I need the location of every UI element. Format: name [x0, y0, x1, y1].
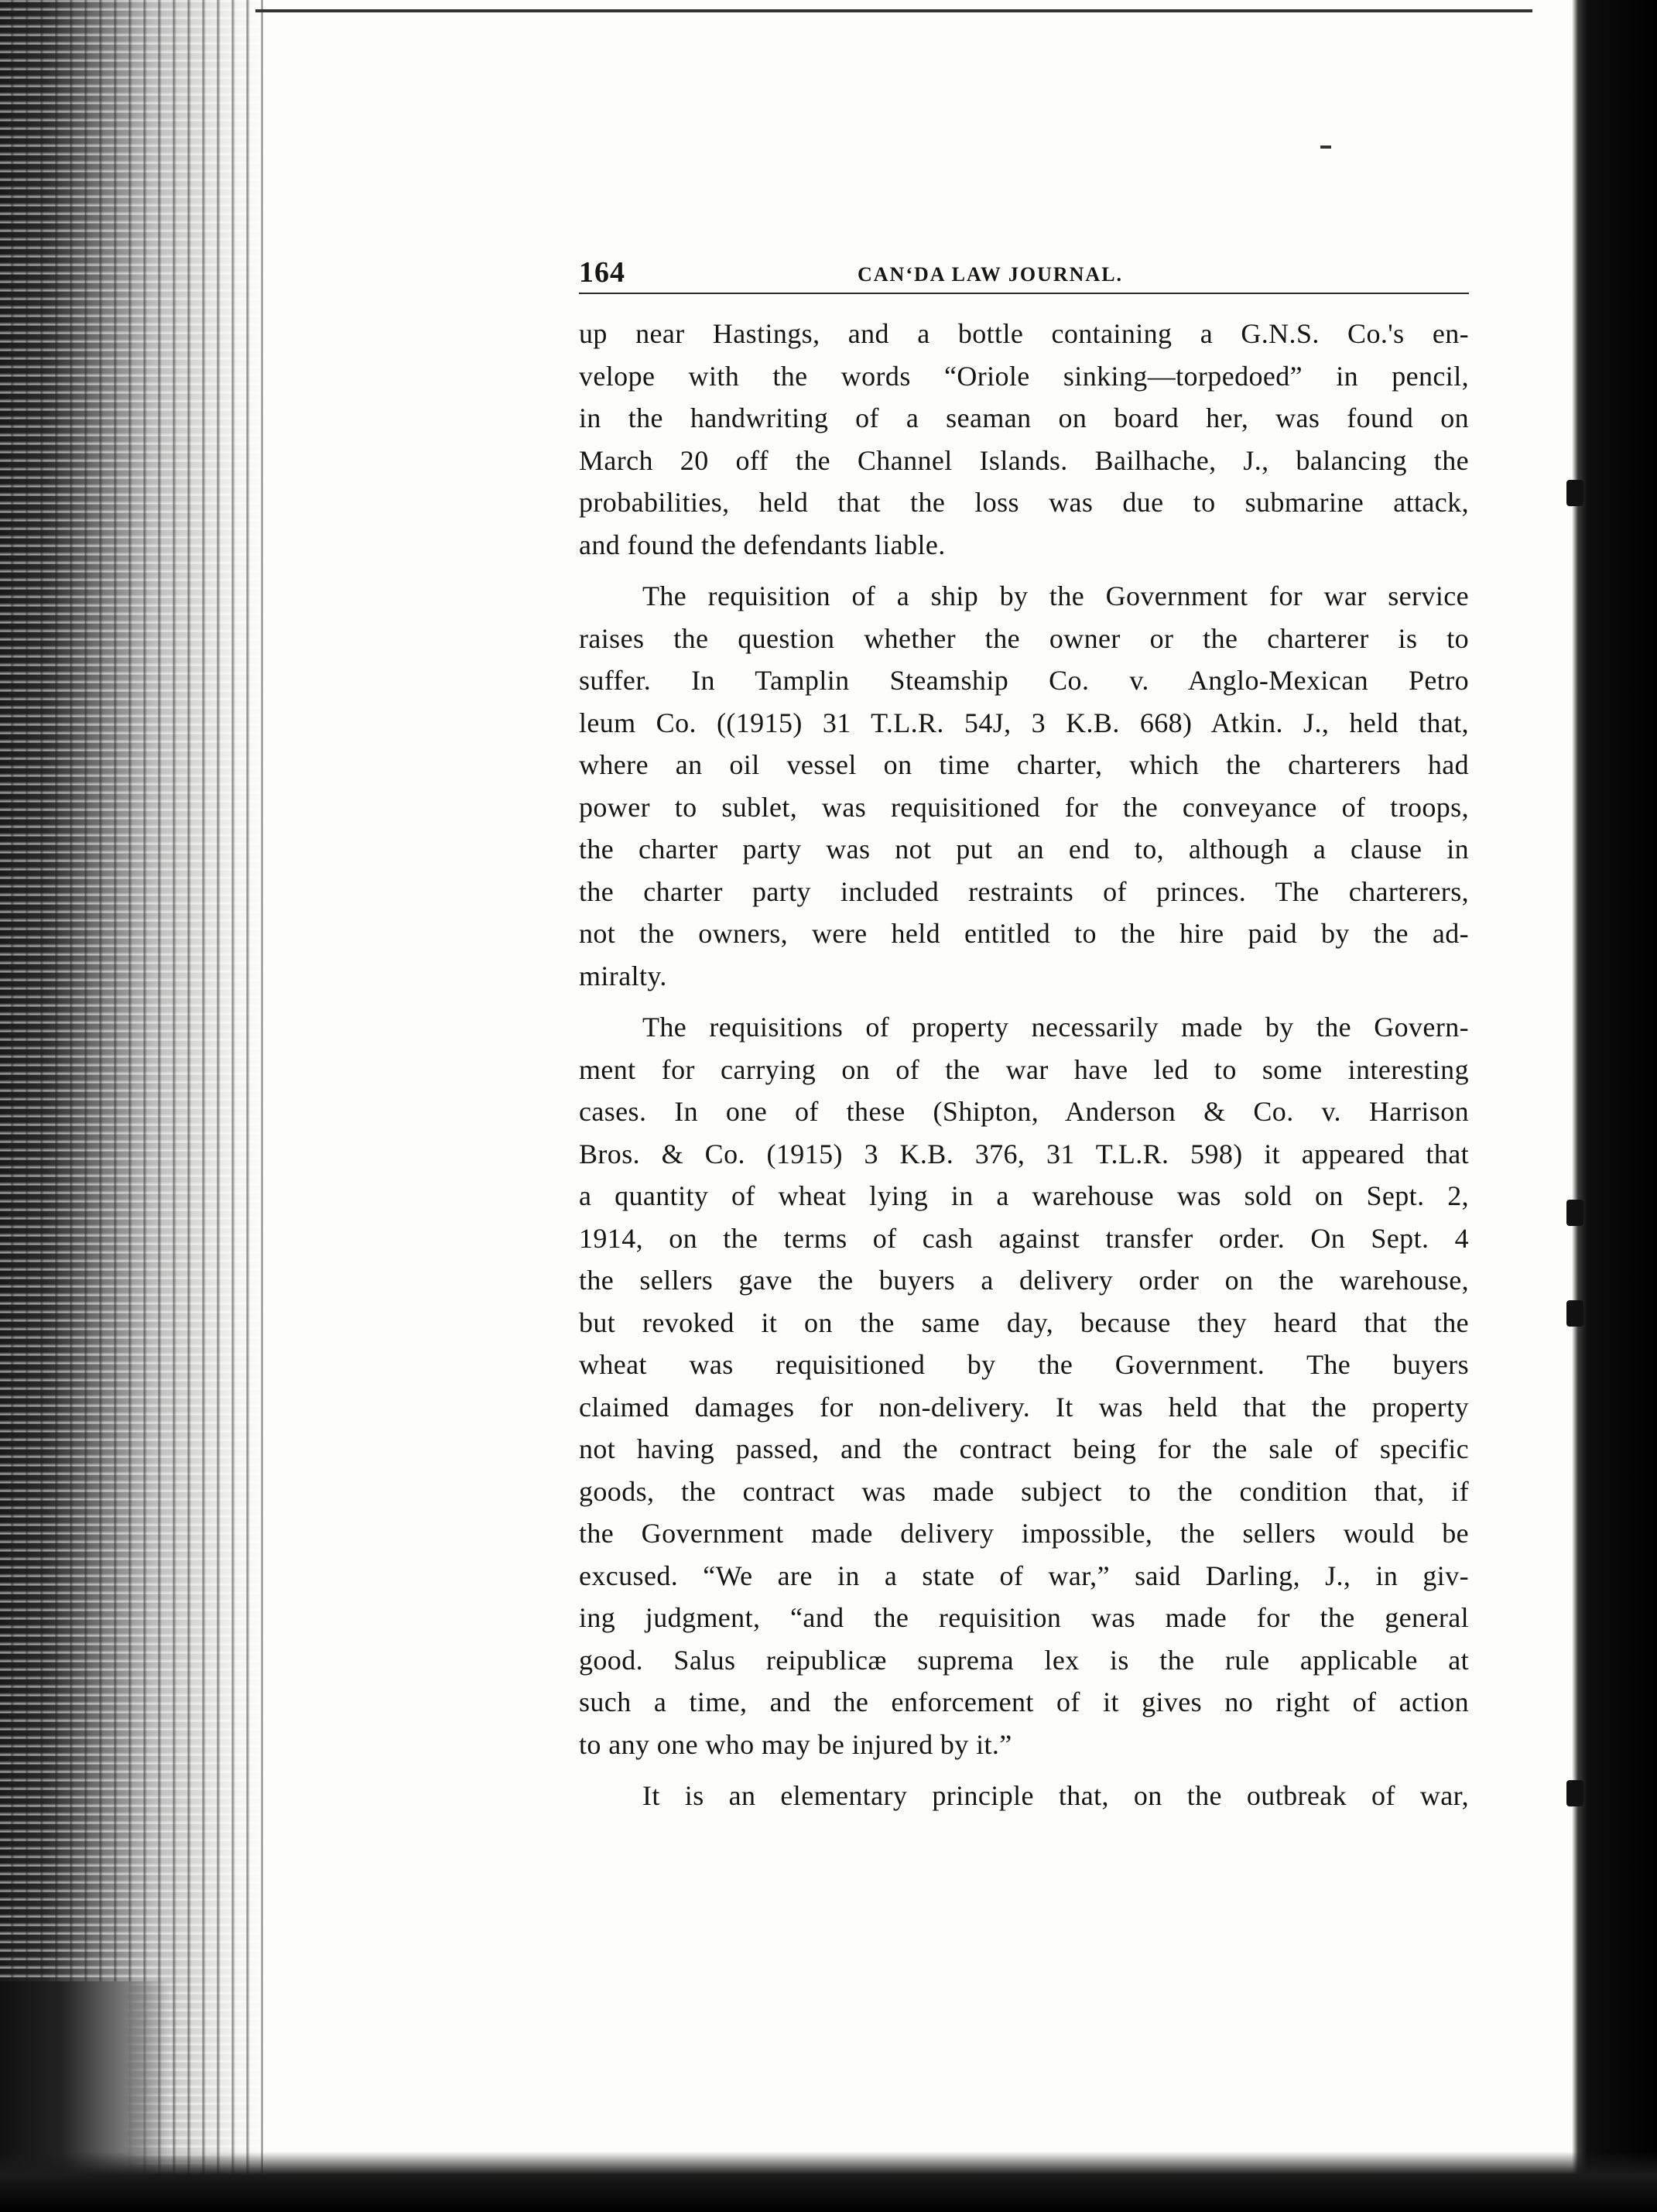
text-line: raises the question whether the owner or the charterer is to	[579, 622, 1469, 654]
right-binding-shadow	[1572, 0, 1657, 2212]
paragraph	[579, 575, 1469, 997]
paragraph	[579, 1775, 1469, 1817]
text-line: miralty.	[579, 960, 667, 991]
page-number: 164	[579, 256, 625, 289]
text-column	[579, 255, 1469, 1817]
bottom-shadow	[0, 2152, 1657, 2212]
text-line: in the handwriting of a seaman on board her, was found on	[579, 402, 1469, 433]
text-line: wheat was requisitioned by the Government. The buyers	[579, 1349, 1469, 1380]
right-edge-nick	[1566, 480, 1583, 506]
text-line: leum Co. ((1915) 31 T.L.R. 54J, 3 K.B. 668) Atkin. J., held that,	[579, 707, 1469, 738]
text-line: a quantity of wheat lying in a warehouse was sold on Sept. 2,	[579, 1180, 1469, 1211]
text-line: ment for carrying on of the war have led to some interesting	[579, 1053, 1469, 1085]
text-line: velope with the words “Oriole sinking—torpedoed” in pencil,	[579, 360, 1469, 392]
scan-mark	[1320, 146, 1331, 149]
text-line: the charter party included restraints of princes. The charterers,	[579, 875, 1469, 907]
text-line: the charter party was not put an end to, although a clause in	[579, 834, 1469, 865]
text-line: The requisition of a ship by the Government for war service	[642, 580, 1469, 611]
text-line: not having passed, and the contract being for the sale of specific	[579, 1433, 1469, 1464]
text-line: ing judgment, “and the requisition was made for the general	[579, 1602, 1469, 1633]
text-line: Bros. & Co. (1915) 3 K.B. 376, 31 T.L.R. 598) it appeared that	[579, 1138, 1469, 1169]
text-line: such a time, and the enforcement of it gives no right of action	[579, 1686, 1469, 1717]
text-line: cases. In one of these (Shipton, Anderson & Co. v. Harrison	[579, 1096, 1469, 1127]
right-edge-nick	[1566, 1300, 1583, 1327]
right-edge-nick	[1566, 1200, 1583, 1226]
text-line: suffer. In Tamplin Steamship Co. v. Anglo-Mexican Petro	[579, 665, 1469, 696]
running-head	[579, 255, 1469, 294]
left-binding-shadow	[0, 0, 263, 2212]
text-line: to any one who may be injured by it.”	[579, 1728, 1012, 1760]
paragraph	[579, 1006, 1469, 1765]
text-line: probabilities, held that the loss was due to submarine attack,	[579, 487, 1469, 518]
text-line: March 20 off the Channel Islands. Bailhache, J., balancing the	[579, 444, 1469, 476]
right-edge-nick	[1566, 1780, 1583, 1806]
text-line: the sellers gave the buyers a delivery order on the warehouse,	[579, 1265, 1469, 1296]
text-line: good. Salus reipublicæ suprema lex is the rule applicable at	[579, 1644, 1469, 1676]
text-line: claimed damages for non-delivery. It was held that the property	[579, 1391, 1469, 1423]
text-line: goods, the contract was made subject to the condition that, if	[579, 1475, 1469, 1507]
text-line: The requisitions of property necessarily made by the Govern-	[642, 1012, 1469, 1043]
text-line: not the owners, were held entitled to the hire paid by the ad-	[579, 918, 1469, 949]
text-line: power to sublet, was requisitioned for the conveyance of troops,	[579, 791, 1469, 823]
text-line: up near Hastings, and a bottle containing a G.N.S. Co.'s en-	[579, 318, 1469, 349]
text-line: where an oil vessel on time charter, which the charterers had	[579, 749, 1469, 780]
text-line: but revoked it on the same day, because they heard that the	[579, 1306, 1469, 1338]
paragraph	[579, 313, 1469, 566]
text-line: It is an elementary principle that, on the outbreak of war,	[642, 1780, 1469, 1811]
journal-title: CANʻDA LAW JOURNAL.	[858, 263, 1124, 286]
text-line: excused. “We are in a state of war,” said Darling, J., in giv-	[579, 1560, 1469, 1591]
text-line: 1914, on the terms of cash against transfer order. On Sept. 4	[579, 1222, 1469, 1254]
top-page-edge	[255, 9, 1532, 12]
text-line: the Government made delivery impossible, the sellers would be	[579, 1518, 1469, 1549]
text-line: and found the defendants liable.	[579, 529, 946, 560]
